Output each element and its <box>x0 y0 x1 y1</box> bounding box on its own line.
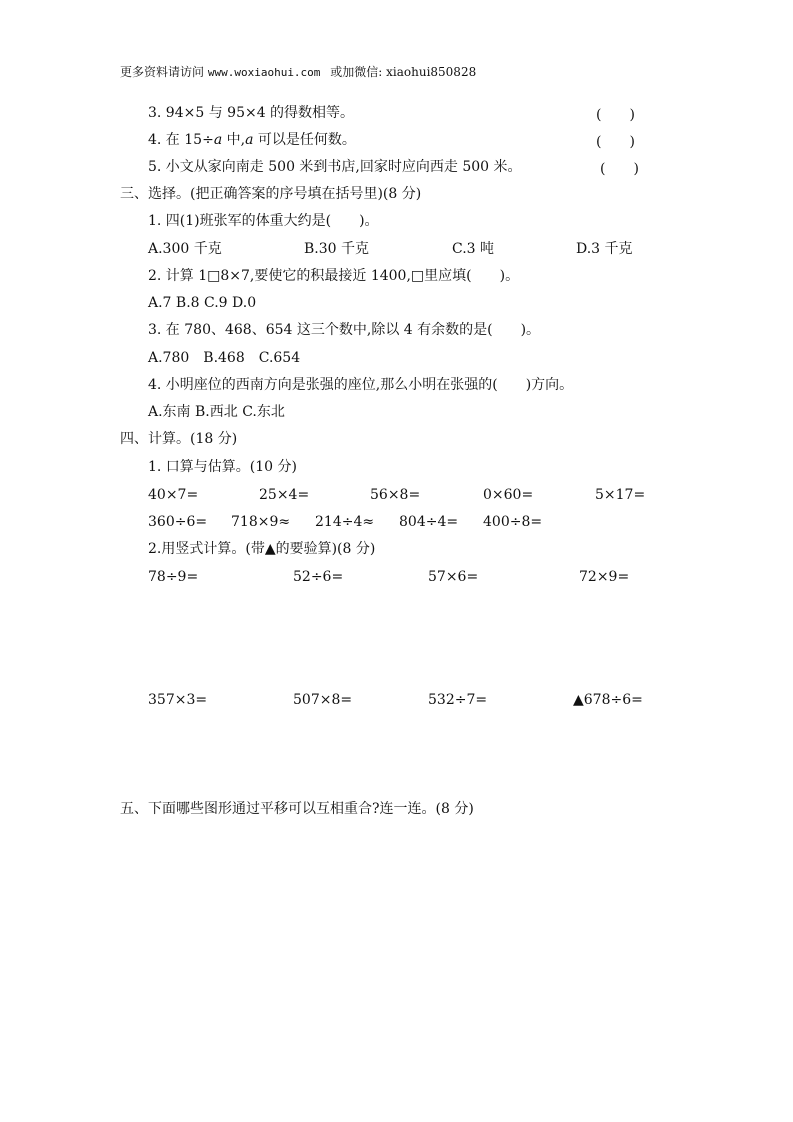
header-prefix: 更多资料请访问 <box>120 65 205 79</box>
variable-a: a <box>245 132 254 148</box>
judge-answer-paren-5[interactable]: ( ) <box>600 161 639 177</box>
mental-calc-9: 804÷4= <box>399 514 459 530</box>
calc-sub1-title: 1. 口算与估算。(10 分) <box>148 459 297 475</box>
vertical-calc-8-with-check: ▲678÷6= <box>573 692 643 708</box>
mental-calc-3: 56×8= <box>370 487 421 503</box>
choice-q2: 2. 计算 1□8×7,要使它的积最接近 1400,□里应填( )。 <box>148 268 520 284</box>
mental-calc-10: 400÷8= <box>483 514 543 530</box>
choice-q1-option-c: C.3 吨 <box>452 241 495 257</box>
choice-q3: 3. 在 780、468、654 这三个数中,除以 4 有余数的是( )。 <box>148 322 541 338</box>
mental-calc-2: 25×4= <box>259 487 310 503</box>
choice-q1-option-d: D.3 千克 <box>576 241 633 257</box>
estimate-calc-8: 214÷4≈ <box>315 514 375 530</box>
choice-q4: 4. 小明座位的西南方向是张强的座位,那么小明在张强的( )方向。 <box>148 377 574 393</box>
vertical-calc-5: 357×3= <box>148 692 208 708</box>
judge-item-4: 4. 在 15÷a 中,a 可以是任何数。 <box>148 132 356 148</box>
judge-item-5: 5. 小文从家向南走 500 米到书店,回家时应向西走 500 米。 <box>148 159 522 175</box>
header-wechat: 或加微信: xiaohui850828 <box>330 65 477 79</box>
header-site-link[interactable]: www.woxiaohui.com <box>207 66 321 79</box>
vertical-calc-2: 52÷6= <box>293 569 344 585</box>
vertical-calc-6: 507×8= <box>293 692 353 708</box>
choice-q1-option-b: B.30 千克 <box>304 241 370 257</box>
choice-q4-options: A.东南 B.西北 C.东北 <box>148 404 285 420</box>
page-header <box>120 63 476 82</box>
section3-title: 三、选择。(把正确答案的序号填在括号里)(8 分) <box>120 186 422 202</box>
choice-q2-options: A.7 B.8 C.9 D.0 <box>148 295 257 311</box>
section4-title: 四、计算。(18 分) <box>120 431 238 447</box>
vertical-calc-3: 57×6= <box>428 569 479 585</box>
choice-q3-options: A.780 B.468 C.654 <box>148 350 301 366</box>
vertical-calc-4: 72×9= <box>579 569 630 585</box>
section5-title: 五、下面哪些图形通过平移可以互相重合?连一连。(8 分) <box>120 801 474 817</box>
estimate-calc-7: 718×9≈ <box>231 514 291 530</box>
judge-answer-paren-4[interactable]: ( ) <box>596 134 635 150</box>
choice-q1: 1. 四(1)班张军的体重大约是( )。 <box>148 213 379 229</box>
judge-answer-paren-3[interactable]: ( ) <box>596 107 635 123</box>
calc-sub2-title: 2.用竖式计算。(带▲的要验算)(8 分) <box>148 541 376 557</box>
vertical-calc-7: 532÷7= <box>428 692 488 708</box>
mental-calc-6: 360÷6= <box>148 514 208 530</box>
choice-q1-option-a: A.300 千克 <box>148 241 222 257</box>
judge-item-3: 3. 94×5 与 95×4 的得数相等。 <box>148 105 355 121</box>
mental-calc-5: 5×17= <box>595 487 646 503</box>
mental-calc-4: 0×60= <box>483 487 534 503</box>
mental-calc-1: 40×7= <box>148 487 199 503</box>
vertical-calc-1: 78÷9= <box>148 569 199 585</box>
variable-a: a <box>213 132 223 148</box>
